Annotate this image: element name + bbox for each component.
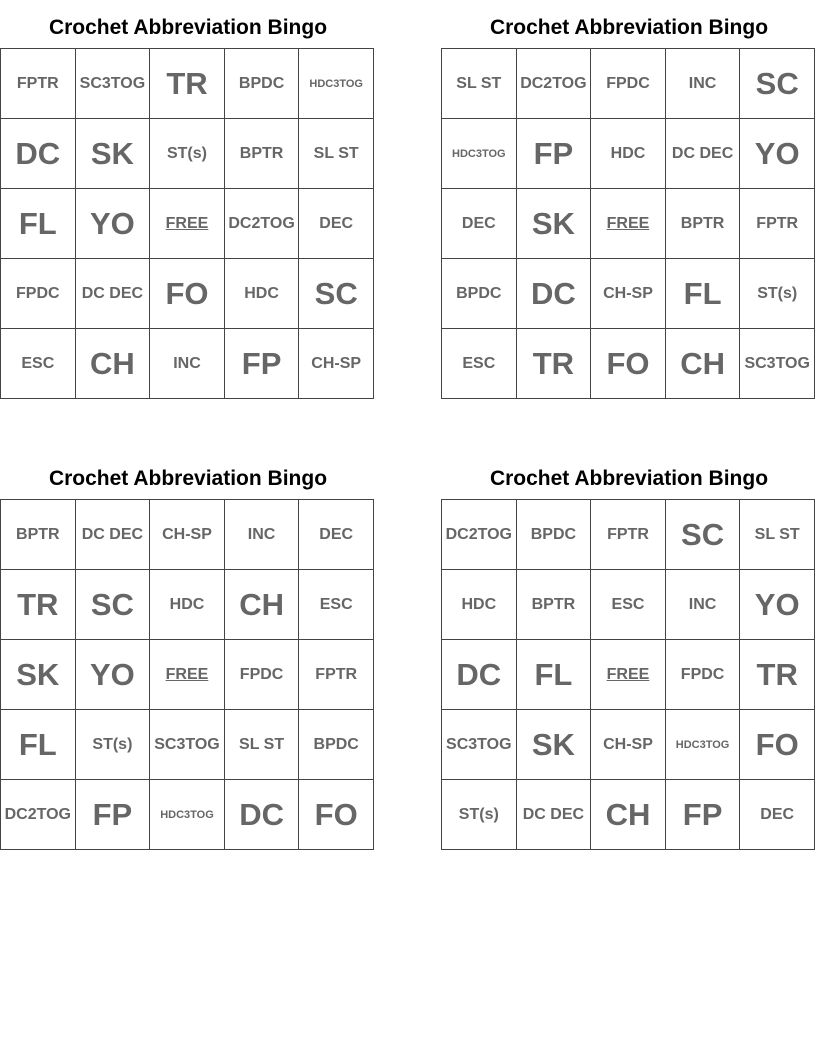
- bingo-cell: DEC: [299, 189, 374, 259]
- bingo-cell: YO: [740, 119, 815, 189]
- bingo-cell: FPDC: [1, 259, 76, 329]
- bingo-cell: BPTR: [516, 570, 591, 640]
- bingo-cell: FPTR: [1, 49, 76, 119]
- bingo-cell: FP: [224, 329, 299, 399]
- bingo-cell: CH: [591, 780, 666, 850]
- bingo-cell: TR: [516, 329, 591, 399]
- bingo-cell: DC DEC: [75, 500, 150, 570]
- bingo-cell: ST(s): [740, 259, 815, 329]
- bingo-row: [1, 710, 374, 780]
- bingo-cell: TR: [740, 640, 815, 710]
- bingo-cell: CH-SP: [150, 500, 225, 570]
- bingo-cell: SC3TOG: [150, 710, 225, 780]
- bingo-cell: HDC: [150, 570, 225, 640]
- bingo-cell: ESC: [299, 570, 374, 640]
- bingo-cell: SC: [299, 259, 374, 329]
- bingo-cell: SC: [740, 49, 815, 119]
- free-space-cell: FREE: [150, 640, 225, 710]
- bingo-cell: SL ST: [442, 49, 517, 119]
- bingo-row: [1, 780, 374, 850]
- bingo-cell: SK: [516, 710, 591, 780]
- bingo-cell: DC2TOG: [224, 189, 299, 259]
- card-title: Crochet Abbreviation Bingo: [48, 467, 328, 490]
- bingo-cell: DC DEC: [665, 119, 740, 189]
- bingo-cell: CH: [75, 329, 150, 399]
- bingo-cell: SL ST: [224, 710, 299, 780]
- bingo-row: [1, 640, 374, 710]
- bingo-row: [442, 329, 815, 399]
- free-space-cell: FREE: [591, 189, 666, 259]
- free-space-cell: FREE: [591, 640, 666, 710]
- bingo-cell: TR: [1, 570, 76, 640]
- bingo-row: [1, 49, 374, 119]
- bingo-cell: SL ST: [740, 500, 815, 570]
- bingo-cell: DC: [516, 259, 591, 329]
- bingo-cell: FPDC: [591, 49, 666, 119]
- bingo-cell: FO: [591, 329, 666, 399]
- bingo-cell: FL: [665, 259, 740, 329]
- bingo-grid: [441, 48, 815, 399]
- bingo-cell: DC2TOG: [516, 49, 591, 119]
- bingo-cell: INC: [665, 570, 740, 640]
- bingo-cell: HDC: [591, 119, 666, 189]
- bingo-grid: [0, 48, 374, 399]
- bingo-row: [1, 189, 374, 259]
- bingo-cell: FL: [516, 640, 591, 710]
- bingo-cell: SC: [665, 500, 740, 570]
- bingo-grid: [0, 499, 374, 850]
- bingo-cell: FO: [299, 780, 374, 850]
- bingo-cell: DEC: [740, 780, 815, 850]
- bingo-cell: BPDC: [442, 259, 517, 329]
- bingo-cell: SC3TOG: [740, 329, 815, 399]
- bingo-cell: HDC3TOG: [665, 710, 740, 780]
- bingo-grid: [441, 499, 815, 850]
- bingo-cell: DC: [1, 119, 76, 189]
- bingo-cell: SK: [1, 640, 76, 710]
- bingo-cell: ESC: [591, 570, 666, 640]
- bingo-cell: FPDC: [665, 640, 740, 710]
- bingo-cell: HDC3TOG: [299, 49, 374, 119]
- bingo-cell: BPTR: [665, 189, 740, 259]
- bingo-cell: CH-SP: [591, 710, 666, 780]
- bingo-cell: DEC: [299, 500, 374, 570]
- bingo-row: [1, 329, 374, 399]
- bingo-row: [442, 570, 815, 640]
- bingo-cell: INC: [224, 500, 299, 570]
- bingo-cell: FP: [665, 780, 740, 850]
- bingo-cell: HDC: [224, 259, 299, 329]
- bingo-row: [442, 119, 815, 189]
- card-title: Crochet Abbreviation Bingo: [489, 16, 769, 39]
- bingo-cell: YO: [75, 640, 150, 710]
- bingo-row: [1, 500, 374, 570]
- bingo-cell: INC: [665, 49, 740, 119]
- bingo-cell: DC: [224, 780, 299, 850]
- bingo-cell: HDC3TOG: [150, 780, 225, 850]
- bingo-cell: FPDC: [224, 640, 299, 710]
- bingo-cell: DC: [442, 640, 517, 710]
- bingo-cell: SK: [516, 189, 591, 259]
- bingo-cell: YO: [75, 189, 150, 259]
- bingo-card-1: [0, 0, 376, 399]
- bingo-cell: TR: [150, 49, 225, 119]
- bingo-cell: DC DEC: [516, 780, 591, 850]
- bingo-cell: SL ST: [299, 119, 374, 189]
- card-title: Crochet Abbreviation Bingo: [489, 467, 769, 490]
- bingo-cell: FPTR: [740, 189, 815, 259]
- bingo-cell: HDC3TOG: [442, 119, 517, 189]
- bingo-row: [442, 189, 815, 259]
- bingo-cell: DEC: [442, 189, 517, 259]
- bingo-cell: BPDC: [224, 49, 299, 119]
- bingo-cell: HDC: [442, 570, 517, 640]
- bingo-cell: INC: [150, 329, 225, 399]
- bingo-cell: SC: [75, 570, 150, 640]
- bingo-cell: CH: [224, 570, 299, 640]
- bingo-cell: DC DEC: [75, 259, 150, 329]
- bingo-cell: CH-SP: [591, 259, 666, 329]
- bingo-cell: FPTR: [591, 500, 666, 570]
- bingo-cell: ESC: [1, 329, 76, 399]
- bingo-cell: BPDC: [299, 710, 374, 780]
- bingo-row: [1, 119, 374, 189]
- bingo-cell: SK: [75, 119, 150, 189]
- bingo-cell: DC2TOG: [442, 500, 517, 570]
- bingo-cell: SC3TOG: [75, 49, 150, 119]
- bingo-cell: ESC: [442, 329, 517, 399]
- bingo-cell: FP: [516, 119, 591, 189]
- bingo-row: [442, 259, 815, 329]
- bingo-card-3: [0, 451, 376, 850]
- bingo-cell: BPDC: [516, 500, 591, 570]
- bingo-cell: FL: [1, 189, 76, 259]
- bingo-row: [1, 259, 374, 329]
- bingo-cell: FPTR: [299, 640, 374, 710]
- bingo-row: [442, 49, 815, 119]
- bingo-cell: BPTR: [224, 119, 299, 189]
- bingo-cell: FL: [1, 710, 76, 780]
- bingo-cell: CH: [665, 329, 740, 399]
- bingo-cell: ST(s): [442, 780, 517, 850]
- bingo-row: [442, 780, 815, 850]
- bingo-cell: FO: [150, 259, 225, 329]
- bingo-row: [442, 500, 815, 570]
- bingo-row: [1, 570, 374, 640]
- bingo-cell: CH-SP: [299, 329, 374, 399]
- free-space-cell: FREE: [150, 189, 225, 259]
- bingo-cell: ST(s): [150, 119, 225, 189]
- bingo-card-2: [441, 0, 816, 399]
- bingo-cell: FO: [740, 710, 815, 780]
- bingo-row: [442, 640, 815, 710]
- bingo-cell: SC3TOG: [442, 710, 517, 780]
- bingo-cell: DC2TOG: [1, 780, 76, 850]
- bingo-card-4: [441, 451, 816, 850]
- card-title: Crochet Abbreviation Bingo: [48, 16, 328, 39]
- bingo-cell: ST(s): [75, 710, 150, 780]
- bingo-cell: FP: [75, 780, 150, 850]
- bingo-cell: YO: [740, 570, 815, 640]
- bingo-row: [442, 710, 815, 780]
- bingo-cell: BPTR: [1, 500, 76, 570]
